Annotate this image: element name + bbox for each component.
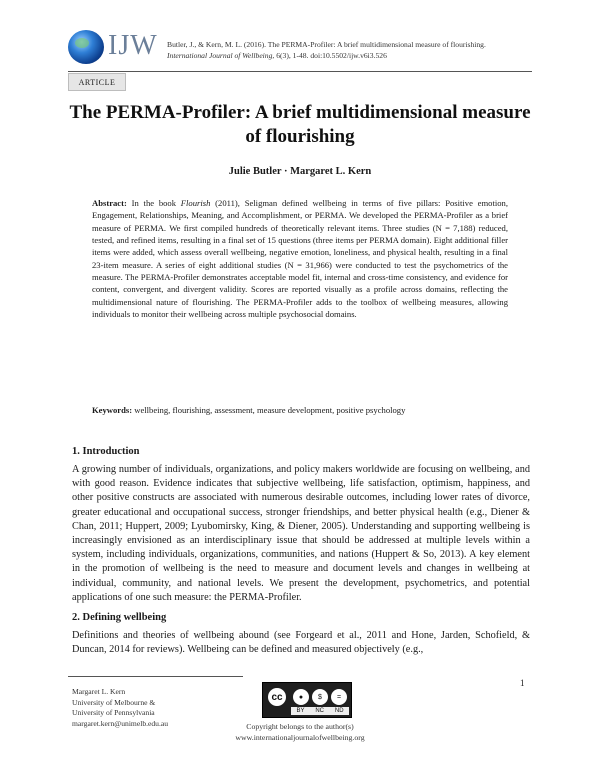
cc-label-nc: NC (315, 708, 324, 714)
cc-icon: cc (266, 686, 288, 708)
citation (167, 39, 587, 61)
header-rule (68, 71, 532, 72)
citation-line1: Butler, J., & Kern, M. L. (2016). The PERMA-Profiler: A brief multidimensional measure of flourishing. (167, 40, 486, 49)
paper-title: The PERMA-Profiler: A brief multidimensional measure of flourishing (69, 102, 531, 147)
citation-journal: International Journal of Wellbeing, (167, 51, 275, 60)
section-heading-introduction: 1. Introduction (72, 446, 140, 457)
abstract-book-title: Flourish (180, 198, 211, 208)
noncommercial-icon: $ (312, 689, 328, 705)
abstract-label: Abstract: (92, 198, 127, 208)
cc-label-by: BY (296, 708, 305, 714)
keywords (92, 404, 508, 416)
keywords-text: wellbeing, flourishing, assessment, measure development, positive psychology (132, 405, 406, 415)
copyright-text: Copyright belongs to the author(s) (246, 722, 354, 731)
keywords-label: Keywords: (92, 405, 133, 415)
section-heading-defining-wellbeing: 2. Defining wellbeing (72, 612, 167, 623)
cc-label-nd: ND (334, 708, 344, 714)
footer-author-name: Margaret L. Kern (72, 687, 126, 696)
section-body-introduction: A growing number of individuals, organizations, and policy makers worldwide are focusing on wellbeing, and with good reason. Evidence indicates that subjective wellbeing, life satisfaction, optimism, happiness, and other positive constructs are associated with numerous desirable outcomes, including lower rates of divorce, greater educational and occupational success, stronger friendships, and better physical health (e.g., Diener & Chan, 2011; Huppert, 2009; Lyubomirsky, King, & Diener, 2005). Understanding and supporting wellbeing is increasingly envisioned as an interdisciplinary issue that should be addressed at multiple levels within a system, including individuals, organizations, communities, and nations (Huppert & So, 2013). A key element in the promotion of wellbeing is the need to measure and document levels and changes in wellbeing at individual, community, and national levels. We present the development, psychometrics, and potential applications of one such measure: the PERMA-Profiler. (72, 464, 530, 603)
attribution-icon: ● (293, 689, 309, 705)
footer-affiliation-1: University of Melbourne & (72, 697, 156, 707)
page-number: 1 (520, 678, 525, 688)
cc-license-labels (291, 707, 349, 715)
creative-commons-badge[interactable] (262, 682, 352, 718)
article-label: ARTICLE (68, 73, 126, 91)
noderivatives-icon: = (331, 689, 347, 705)
journal-website[interactable]: www.internationaljournalofwellbeing.org (235, 732, 365, 742)
abstract-text-1: In the book (126, 198, 181, 208)
authors: Julie Butler · Margaret L. Kern (228, 166, 372, 177)
footer-affiliation-2: University of Pennsylvania (72, 708, 155, 717)
footnote-rule (68, 676, 243, 677)
citation-rest: 6(3), 1-48. doi:10.5502/ijw.v6i3.526 (274, 51, 387, 60)
abstract (92, 197, 508, 320)
journal-globe-logo (68, 30, 104, 64)
abstract-text-2: (2011), Seligman defined wellbeing in terms of five pillars: Positive emotion, Engagement, Relationships, Meaning, and Accomplishment, or PERMA. We developed the PERMA-Profiler as a brief measure of PERMA. We first compiled hundreds of theoretically relevant items. Three studies (N = 7,188) reduced, tested, and refined items, resulting in a final set of 15 questions (three items per PERMA domain). Eight additional filler items were added, which assess overall wellbeing, negative emotion, loneliness, and physical health, resulting in a final 23-item measure. A series of eight additional studies (N = 31,966) were conducted to test the psychometrics of the measure. The PERMA-Profiler demonstrates acceptable model fit, internal and cross-time consistency, and evidence for content, convergent, and divergent validity. Scores are reported visually as a profile across domains, reflecting the multidimensional nature of flourishing. The PERMA-Profiler adds to the toolbox of wellbeing measures, allowing individuals to monitor their wellbeing across multiple psychosocial domains. (92, 198, 508, 320)
footer-email[interactable]: margaret.kern@unimelb.edu.au (72, 718, 169, 728)
journal-abbreviation: IJW (108, 30, 158, 61)
section-body-defining-wellbeing: Definitions and theories of wellbeing abound (see Forgeard et al., 2011 and Hone, Jarden, Schofield, & Duncan, 2014 for reviews). Wellbeing can be defined and measured objectively (e.g., (72, 630, 530, 656)
copyright-notice (150, 722, 450, 743)
